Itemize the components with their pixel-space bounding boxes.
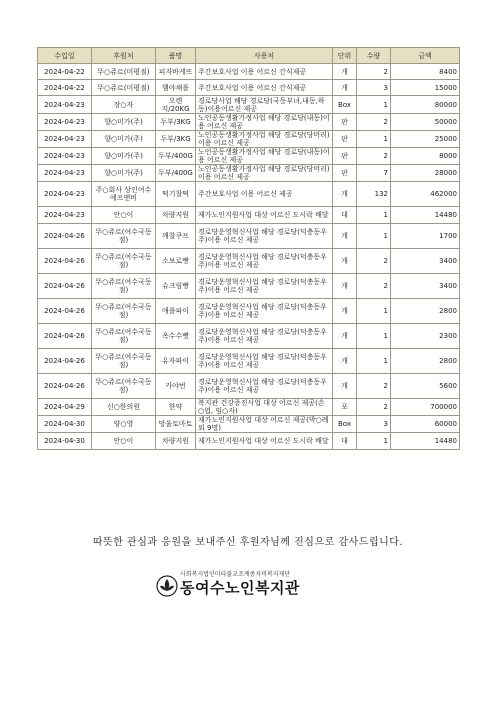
qty-cell: 3 bbox=[357, 80, 391, 96]
usage-cell: 경로당운영혁신사업 해당 경로당(덕충동우주)이용 어르신 제공 bbox=[196, 349, 333, 374]
unit-cell: 포 bbox=[333, 399, 357, 416]
unit-cell: 대 bbox=[333, 207, 357, 224]
item-cell: 옥수수빵 bbox=[156, 324, 196, 349]
usage-cell: 노인공동생활가정사업 해당 경로당(당머리)이용 어르신 제공 bbox=[196, 165, 333, 182]
date-cell: 2024-04-23 bbox=[38, 96, 92, 114]
date-cell: 2024-04-22 bbox=[38, 80, 92, 96]
org-name: 동여수노인복지관 bbox=[180, 579, 300, 597]
amount-cell: 700000 bbox=[391, 399, 460, 416]
donor-cell: 신○한의원 bbox=[92, 399, 156, 416]
item-cell: 슈크림빵 bbox=[156, 274, 196, 299]
usage-cell: 경로당사업 해당 경로당(국동부녀,내동,하동)이용어르신 제공 bbox=[196, 96, 333, 114]
donor-cell: 안○이 bbox=[92, 433, 156, 450]
qty-cell: 2 bbox=[357, 399, 391, 416]
usage-cell: 노인공동생활가정사업 해당 경로당(내동)이용 어르신 제공 bbox=[196, 148, 333, 165]
date-cell: 2024-04-26 bbox=[38, 299, 92, 324]
amount-cell: 80000 bbox=[391, 96, 460, 114]
table-row bbox=[38, 96, 460, 114]
amount-cell: 50000 bbox=[391, 114, 460, 131]
amount-cell: 2300 bbox=[391, 324, 460, 349]
amount-cell: 60000 bbox=[391, 416, 460, 433]
table-row bbox=[38, 399, 460, 416]
usage-cell: 복지관 건강증진사업 대상 어르신 제공(손○엽, 임○자) bbox=[196, 399, 333, 416]
donor-cell: 뚜○쥬르(여수국동점) bbox=[92, 349, 156, 374]
usage-cell: 노인공동생활가정사업 해당 경로당(내동)이용 어르신 제공 bbox=[196, 114, 333, 131]
table-row bbox=[38, 114, 460, 131]
unit-cell: 판 bbox=[333, 131, 357, 148]
item-cell: 떡기찰떡 bbox=[156, 182, 196, 207]
table-row bbox=[38, 433, 460, 450]
amount-cell: 28000 bbox=[391, 165, 460, 182]
donor-cell: 향○미가(주) bbox=[92, 114, 156, 131]
table-header-row bbox=[38, 48, 460, 64]
qty-cell: 3 bbox=[357, 416, 391, 433]
item-cell: 차량지원 bbox=[156, 207, 196, 224]
item-cell: 소보로빵 bbox=[156, 249, 196, 274]
usage-cell: 주간보호사업 이용 어르신 간식제공 bbox=[196, 80, 333, 96]
date-cell: 2024-04-26 bbox=[38, 274, 92, 299]
qty-cell: 1 bbox=[357, 96, 391, 114]
usage-cell: 재가노인지원사업 대상 어르신 도시락 배달 bbox=[196, 433, 333, 450]
date-cell: 2024-04-30 bbox=[38, 416, 92, 433]
date-cell: 2024-04-26 bbox=[38, 249, 92, 274]
amount-cell: 15000 bbox=[391, 80, 460, 96]
usage-cell: 경로당운영혁신사업 해당 경로당(덕충동우주)이용 어르신 제공 bbox=[196, 224, 333, 249]
usage-cell: 경로당운영혁신사업 해당 경로당(덕충동우주)이용 어르신 제공 bbox=[196, 324, 333, 349]
item-cell: 두부/400G bbox=[156, 165, 196, 182]
header-usage: 사용처 bbox=[196, 48, 333, 64]
org-logo bbox=[150, 569, 350, 599]
donor-cell: 뚜○쥬르(여수국동점) bbox=[92, 324, 156, 349]
unit-cell: 개 bbox=[333, 324, 357, 349]
donor-cell: 향○미가(주) bbox=[92, 131, 156, 148]
usage-cell: 경로당운영혁신사업 해당 경로당(덕충동우주)이용 어르신 제공 bbox=[196, 249, 333, 274]
unit-cell: 개 bbox=[333, 274, 357, 299]
item-cell: 두부/3KG bbox=[156, 114, 196, 131]
item-cell: 피자바게뜨 bbox=[156, 64, 196, 80]
item-cell: 카야번 bbox=[156, 374, 196, 399]
table-row bbox=[38, 182, 460, 207]
item-cell: 오렌지/20KG bbox=[156, 96, 196, 114]
date-cell: 2024-04-26 bbox=[38, 374, 92, 399]
item-cell: 유자파이 bbox=[156, 349, 196, 374]
table-body bbox=[38, 64, 460, 450]
table-row bbox=[38, 165, 460, 182]
donor-cell: 뚜○쥬르(미평점) bbox=[92, 64, 156, 80]
donor-cell: 뚜○쥬르(여수국동점) bbox=[92, 274, 156, 299]
table-row bbox=[38, 80, 460, 96]
date-cell: 2024-04-26 bbox=[38, 224, 92, 249]
qty-cell: 2 bbox=[357, 64, 391, 80]
qty-cell: 132 bbox=[357, 182, 391, 207]
date-cell: 2024-04-26 bbox=[38, 324, 92, 349]
table-row bbox=[38, 131, 460, 148]
donor-cell: 양○영 bbox=[92, 416, 156, 433]
amount-cell: 2800 bbox=[391, 299, 460, 324]
usage-cell: 경로당운영혁신사업 해당 경로당(덕충동우주)이용 어르신 제공 bbox=[196, 274, 333, 299]
item-cell: 한약 bbox=[156, 399, 196, 416]
usage-cell: 경로당운영혁신사업 해당 경로당(덕충동우주)이용 어르신 제공 bbox=[196, 299, 333, 324]
amount-cell: 3400 bbox=[391, 249, 460, 274]
qty-cell: 1 bbox=[357, 224, 391, 249]
donation-table bbox=[37, 47, 460, 450]
item-cell: 두부/3KG bbox=[156, 131, 196, 148]
donor-cell: 주○회사 상인여수에프앤비 bbox=[92, 182, 156, 207]
usage-cell: 노인공동생활가정사업 해당 경로당(당머리)이용 어르신 제공 bbox=[196, 131, 333, 148]
item-cell: 망울토마토 bbox=[156, 416, 196, 433]
donor-cell: 안○이 bbox=[92, 207, 156, 224]
usage-cell: 재가노인지원사업 대상 어르신 제공(박○례 외 9명) bbox=[196, 416, 333, 433]
header-unit: 단위 bbox=[333, 48, 357, 64]
header-date: 수입일 bbox=[38, 48, 92, 64]
date-cell: 2024-04-26 bbox=[38, 349, 92, 374]
lotus-logo-icon bbox=[156, 575, 178, 597]
amount-cell: 8000 bbox=[391, 148, 460, 165]
org-parent-name: 사회복지법인미타불교조계종자비복지재단 bbox=[180, 571, 291, 578]
table-row bbox=[38, 274, 460, 299]
unit-cell: 판 bbox=[333, 114, 357, 131]
amount-cell: 3400 bbox=[391, 274, 460, 299]
date-cell: 2024-04-22 bbox=[38, 64, 92, 80]
header-item: 품명 bbox=[156, 48, 196, 64]
item-cell: 햄야채롤 bbox=[156, 80, 196, 96]
donation-table-container bbox=[37, 47, 459, 450]
donor-cell: 뚜○쥬르(여수국동점) bbox=[92, 249, 156, 274]
table-row bbox=[38, 224, 460, 249]
qty-cell: 2 bbox=[357, 114, 391, 131]
qty-cell: 1 bbox=[357, 433, 391, 450]
table-row bbox=[38, 299, 460, 324]
unit-cell: 개 bbox=[333, 182, 357, 207]
table-row bbox=[38, 207, 460, 224]
date-cell: 2024-04-23 bbox=[38, 165, 92, 182]
unit-cell: 개 bbox=[333, 224, 357, 249]
date-cell: 2024-04-23 bbox=[38, 207, 92, 224]
table-row bbox=[38, 349, 460, 374]
qty-cell: 7 bbox=[357, 165, 391, 182]
qty-cell: 2 bbox=[357, 148, 391, 165]
date-cell: 2024-04-23 bbox=[38, 114, 92, 131]
table-row bbox=[38, 324, 460, 349]
usage-cell: 경로당운영혁신사업 해당 경로당(덕충동우주)이용 어르신 제공 bbox=[196, 374, 333, 399]
item-cell: 애플파이 bbox=[156, 299, 196, 324]
unit-cell: 판 bbox=[333, 148, 357, 165]
usage-cell: 주간보호사업 이용 어르신 간식제공 bbox=[196, 64, 333, 80]
unit-cell: 판 bbox=[333, 165, 357, 182]
unit-cell: 개 bbox=[333, 349, 357, 374]
table-row bbox=[38, 416, 460, 433]
date-cell: 2024-04-23 bbox=[38, 131, 92, 148]
donor-cell: 뚜○쥬르(여수국동점) bbox=[92, 374, 156, 399]
qty-cell: 1 bbox=[357, 207, 391, 224]
donor-cell: 장○자 bbox=[92, 96, 156, 114]
table-row bbox=[38, 249, 460, 274]
table-row bbox=[38, 148, 460, 165]
donor-cell: 뚜○쥬르(여수국동점) bbox=[92, 224, 156, 249]
qty-cell: 2 bbox=[357, 274, 391, 299]
header-qty: 수량 bbox=[357, 48, 391, 64]
item-cell: 차량지원 bbox=[156, 433, 196, 450]
amount-cell: 2800 bbox=[391, 349, 460, 374]
amount-cell: 14480 bbox=[391, 433, 460, 450]
qty-cell: 1 bbox=[357, 349, 391, 374]
qty-cell: 1 bbox=[357, 299, 391, 324]
unit-cell: 개 bbox=[333, 64, 357, 80]
header-donor: 후원처 bbox=[92, 48, 156, 64]
item-cell: 두부/400G bbox=[156, 148, 196, 165]
unit-cell: 개 bbox=[333, 299, 357, 324]
unit-cell: 개 bbox=[333, 80, 357, 96]
qty-cell: 2 bbox=[357, 249, 391, 274]
amount-cell: 14480 bbox=[391, 207, 460, 224]
usage-cell: 주간보호사업 이용 어르신 제공 bbox=[196, 182, 333, 207]
qty-cell: 2 bbox=[357, 374, 391, 399]
thanks-message: 따뜻한 관심과 응원을 보내주신 후원자님께 진심으로 감사드립니다. bbox=[92, 537, 404, 548]
amount-cell: 1700 bbox=[391, 224, 460, 249]
date-cell: 2024-04-23 bbox=[38, 148, 92, 165]
unit-cell: 개 bbox=[333, 249, 357, 274]
donor-cell: 향○미가(주) bbox=[92, 165, 156, 182]
date-cell: 2024-04-29 bbox=[38, 399, 92, 416]
amount-cell: 5600 bbox=[391, 374, 460, 399]
unit-cell: Box bbox=[333, 96, 357, 114]
amount-cell: 8400 bbox=[391, 64, 460, 80]
qty-cell: 1 bbox=[357, 324, 391, 349]
date-cell: 2024-04-23 bbox=[38, 182, 92, 207]
amount-cell: 25000 bbox=[391, 131, 460, 148]
header-amount: 금액 bbox=[391, 48, 460, 64]
item-cell: 깨찰쿠프 bbox=[156, 224, 196, 249]
unit-cell: 개 bbox=[333, 374, 357, 399]
donor-cell: 뚜○쥬르(미평점) bbox=[92, 80, 156, 96]
usage-cell: 재가노인지원사업 대상 어르신 도시락 배달 bbox=[196, 207, 333, 224]
date-cell: 2024-04-30 bbox=[38, 433, 92, 450]
table-row bbox=[38, 64, 460, 80]
donor-cell: 향○미가(주) bbox=[92, 148, 156, 165]
unit-cell: 대 bbox=[333, 433, 357, 450]
table-row bbox=[38, 374, 460, 399]
amount-cell: 462000 bbox=[391, 182, 460, 207]
donor-cell: 뚜○쥬르(여수국동점) bbox=[92, 299, 156, 324]
qty-cell: 1 bbox=[357, 131, 391, 148]
unit-cell: Box bbox=[333, 416, 357, 433]
